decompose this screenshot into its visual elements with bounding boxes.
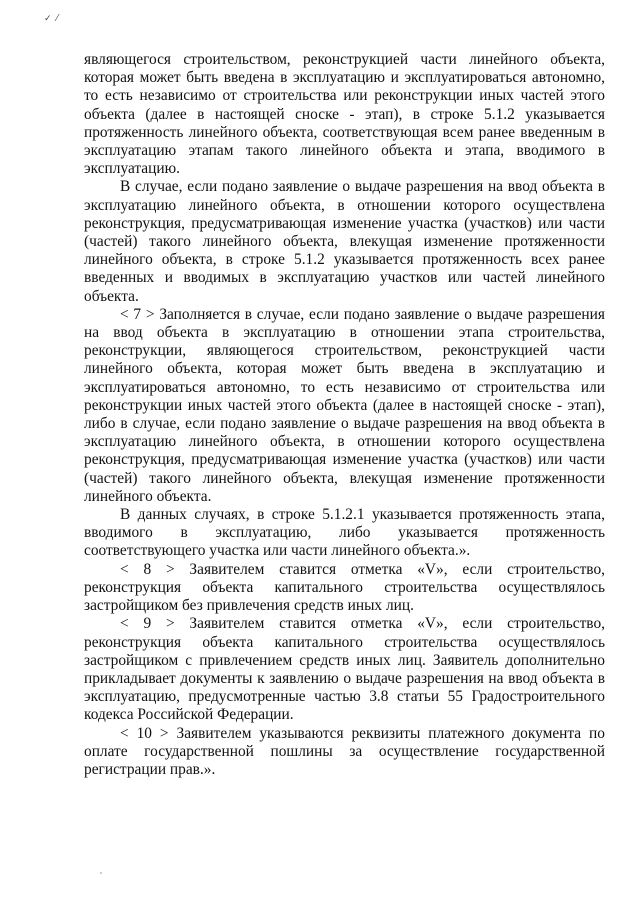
scan-speck — [100, 872, 102, 874]
paragraph-reconstruction-length: В случае, если подано заявление о выдаче разрешения на ввод объекта в эксплуатацию линейного объекта, в отношении которого осуществлена реконструкция, предусматривающая изменение участка (участков) или части (частей) такого линейного объекта, влекущая изменение протяженности линейного объекта, в строке 5.1.2 указывается протяженность всех ранее введенных и вводимых в эксплуатацию участков или частей линейного объекта. — [84, 178, 605, 305]
footnote-10: < 10 > Заявителем указываются реквизиты платежного документа по оплате государственной пошлины за осуществление государственной регистрации прав.». — [84, 724, 605, 778]
footnote-8: < 8 > Заявителем ставится отметка «V», если строительство, реконструкция объекта капитального строительства осуществлялось застройщиком без привлечения средств иных лиц. — [84, 560, 605, 615]
document-body — [84, 51, 605, 779]
scan-corner-mark: ✓ ⁄ — [44, 14, 59, 24]
footnote-7: < 7 > Заполняется в случае, если подано заявление о выдаче разрешения на ввод объекта в эксплуатацию в отношении этапа строительства, реконструкции, являющегося строительством, реконструкцией части линейного объекта, которая может быть введена в эксплуатацию и эксплуатироваться автономно, то есть независимо от строительства или реконструкции иных частей этого объекта (далее в настоящей сноске - этап), либо в случае, если подано заявление о выдаче разрешения на ввод объекта в эксплуатацию линейного объекта, в отношении которого осуществлена реконструкция, предусматривающая изменение участка (участков) или части (частей) такого линейного объекта, влекущая изменение протяженности линейного объекта. — [84, 305, 605, 505]
footnote-9: < 9 > Заявителем ставится отметка «V», если строительство, реконструкция объекта капитального строительства осуществлялось застройщиком с привлечением средств иных лиц. Заявитель дополнительно прикладывает документы к заявлению о выдаче разрешения на ввод объекта в эксплуатацию, предусмотренные частью 3.8 статьи 55 Градостроительного кодекса Российской Федерации. — [84, 615, 605, 724]
paragraph-line-5-1-2-1: В данных случаях, в строке 5.1.2.1 указывается протяженность этапа, вводимого в эксплуатацию, либо указывается протяженность соответствующего участка или части линейного объекта.». — [84, 506, 605, 560]
paragraph-continuation: являющегося строительством, реконструкцией части линейного объекта, которая может быть введена в эксплуатацию и эксплуатироваться автономно, то есть независимо от строительства или реконструкции иных частей этого объекта (далее в настоящей сноске - этап), в строке 5.1.2 указывается протяженность линейного объекта, соответствующая всем ранее введенным в эксплуатацию этапам такого линейного объекта и этапа, вводимого в эксплуатацию. — [84, 51, 605, 178]
